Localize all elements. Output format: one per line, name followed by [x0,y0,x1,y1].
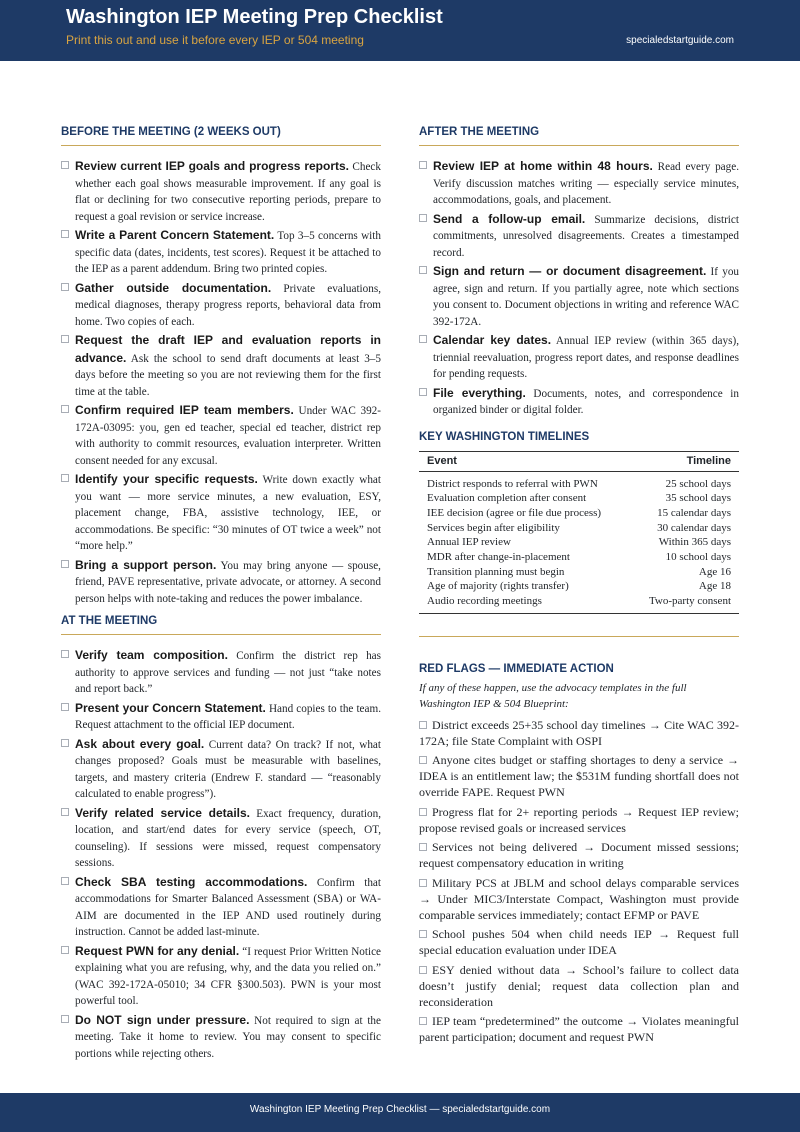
checklist-item [419,385,739,419]
page-subtitle: Print this out and use it before every IEP or 504 meeting [66,33,364,47]
item-body: Under WAC 392-172A-03095: you, gen ed teacher, special ed teacher, district rep with authority to commit resources, evaluation interpreter. Written consent needed for any excusal. [75,405,381,467]
red-flags-section [419,663,739,1046]
red-flags-list [419,717,739,1046]
table-row [419,491,739,506]
checklist-item [61,700,381,734]
item-body: Current data? On track? If not, what changes proposed? Goals must be measurable with baselines, targets, and mastery criteria (Endrew F. standard — “reasonably calculated to enable progress”). [75,738,382,800]
item-title: Gather outside documentation. [75,280,272,295]
checkbox-icon[interactable] [419,335,427,343]
checklist-item [61,402,381,469]
checkbox-icon[interactable] [61,335,69,343]
checklist [419,158,739,419]
checkbox-icon[interactable] [419,879,427,887]
item-title: File everything. [433,385,526,400]
table-body [419,471,739,613]
item-body: Hand copies to the team. Request attachment to the official IEP document. [75,702,381,731]
checklist [61,647,381,1062]
checklist-item [419,263,739,330]
checklist-item [419,211,739,262]
checklist [61,158,381,607]
checkbox-icon[interactable] [61,739,69,747]
right-column [419,126,739,1049]
item-title: Ask about every goal. [75,736,205,751]
checklist-item [61,280,381,331]
red-flag-item [419,839,739,871]
red-flag-text: Military PCS at JBLM and school delays comparable services → Under MIC3/Interstate Compact, Washington must provide comparable services immediately; contact EFMP or PAVE [419,875,739,922]
red-flag-text: Progress flat for 2+ reporting periods → Request IEP review; propose revised goals or increased services [419,804,739,835]
checkbox-icon[interactable] [419,930,427,938]
timeline-cell: 15 calendar days [657,506,731,519]
checklist-item [61,647,381,698]
item-title: Sign and return — or document disagreement. [433,264,707,278]
table-row [419,594,739,613]
checkbox-icon[interactable] [419,214,427,222]
checklist-item [61,227,381,278]
at-section [61,615,381,1062]
item-body: You may bring anyone — spouse, friend, PAVE representative, private advocate, or attorney. A second person helps with note-taking and reduces the power imbalance. [75,559,381,605]
section-heading: RED FLAGS — IMMEDIATE ACTION [419,662,614,675]
item-body: Confirm that accommodations for Smarter Balanced Assessment (SBA) or WA-AIM are documented in the IEP AND used routinely during instruction. Cannot be added last-minute. [75,876,381,938]
checkbox-icon[interactable] [61,808,69,816]
table-header-event: Event [419,451,630,471]
site-name: specialedstartguide.com [626,35,734,46]
item-title: Confirm required IEP team members. [75,403,294,417]
event-cell: Audio recording meetings [419,594,630,613]
checkbox-icon[interactable] [419,843,427,851]
timeline-cell: 30 calendar days [657,521,731,534]
section-divider [61,145,381,146]
table-row [419,471,739,491]
item-body: Top 3–5 concerns with specific data (dates, incidents, test scores). Request it be attached to the IEP as a parent addendum. Bring two printed copies. [75,230,381,275]
checkbox-icon[interactable] [419,161,427,169]
item-body: “I request Prior Written Notice explaining what you are refusing, why, and the data you relied on.” (WAC 392-172A-05010; 34 CFR §300.503). PWN is your most powerful tool. [75,945,382,1007]
checkbox-icon[interactable] [61,946,69,954]
page-title: Washington IEP Meeting Prep Checklist [66,6,443,28]
event-cell: Annual IEP review [427,536,511,549]
page-header [0,0,800,61]
item-body: Write down exactly what you want — more service minutes, a new evaluation, ESY, placement change, FBA, assistive technology, IEE, or accommodations. Be specific: “30 minutes of OT twice a week” not “more help.” [75,474,381,552]
item-body: Documents, notes, and correspondence in organized binder or digital folder. [433,387,740,416]
red-flag-item [419,717,739,749]
section-heading: AT THE MEETING [61,615,158,627]
checkbox-icon[interactable] [419,1017,427,1025]
red-flag-item [419,875,739,923]
table-row [419,579,739,594]
after-section [419,126,739,419]
checklist-item [419,332,739,383]
checklist-item [61,736,381,803]
page-footer [0,1093,800,1132]
timeline-cell: Age 18 [698,580,731,593]
red-flag-text: School pushes 504 when child needs IEP → Request full special education evaluation under IDEA [419,927,739,958]
checkbox-icon[interactable] [419,721,427,729]
checklist-item [61,874,381,941]
checklist-item [61,943,381,1010]
section-divider [61,634,381,635]
event-cell: Transition planning must begin [427,565,565,578]
item-title: Send a follow-up email. [433,211,586,226]
item-body: Annual IEP review (within 365 days), triennial reevaluation, progress report dates, and response deadlines for pending requests. [433,335,739,380]
checkbox-icon[interactable] [419,266,427,274]
checklist-item [61,158,381,225]
checkbox-icon[interactable] [61,877,69,885]
left-column [61,126,381,1064]
table-row [419,506,739,521]
red-flag-item [419,962,739,1010]
event-cell: District responds to referral with PWN [427,477,598,490]
item-body: Check whether each goal shows measurable improvement. If any goal is flat or declining for two consecutive reporting periods, prepare to request a goal revision or service increase. [75,161,381,223]
item-body: Exact frequency, duration, location, and start/end dates for every service (speech, OT, counseling). If sessions were missed, request compensatory sessions. [75,807,382,869]
timeline-cell: 35 school days [665,492,731,505]
footer-text: Washington IEP Meeting Prep Checklist — specialedstartguide.com [249,1104,551,1115]
event-cell: MDR after change-in-placement [427,551,570,564]
checkbox-icon[interactable] [61,474,69,482]
section-heading: KEY WASHINGTON TIMELINES [419,430,590,443]
item-title: Bring a support person. [75,557,217,572]
item-body: Confirm the district rep has authority to approve services and funding — not just “take notes and report back.” [75,650,381,695]
section-heading: AFTER THE MEETING [419,126,540,138]
item-title: Do NOT sign under pressure. [75,1012,250,1027]
checkbox-icon[interactable] [61,560,69,568]
event-cell: Services begin after eligibility [427,521,560,534]
timeline-cell: 10 school days [665,551,731,564]
checkbox-icon[interactable] [61,230,69,238]
checkbox-icon[interactable] [419,808,427,816]
checkbox-icon[interactable] [61,161,69,169]
timelines-section [419,431,739,614]
item-body: Private evaluations, medical diagnoses, therapy progress reports, behavioral data from home. Two copies of each. [75,282,381,328]
event-cell: Age of majority (rights transfer) [427,580,569,593]
table-row [419,550,739,565]
item-title: Review IEP at home within 48 hours. [433,159,653,173]
timeline-cell: 25 school days [665,477,731,490]
before-section [61,126,381,607]
item-body: Read every page. Verify discussion matches writing — especially service minutes, accommodations, goals, and placement. [433,161,739,206]
item-title: Write a Parent Concern Statement. [75,228,275,242]
item-title: Request PWN for any denial. [75,943,240,958]
timelines-table [419,451,739,614]
item-body: Not required to sign at the meeting. Take it home to review. You may consent to specific portions while rejecting others. [75,1014,381,1060]
red-flag-item [419,804,739,836]
item-title: Review current IEP goals and progress reports. [75,159,350,173]
checklist-item [61,332,381,400]
checkbox-icon[interactable] [61,650,69,658]
table-header-timeline: Timeline [630,451,739,471]
red-flag-text: Services not being delivered → Document missed sessions; request compensatory education in writing [419,840,739,871]
red-flag-text: Anyone cites budget or staffing shortages to deny a service → IDEA is an entitlement law; the $531M funding shortfall does not override FAPE. Request PWN [419,753,739,800]
checklist-item [61,805,381,872]
section-heading: BEFORE THE MEETING (2 WEEKS OUT) [61,126,281,138]
item-title: Check SBA testing accommodations. [75,874,308,889]
item-title: Verify related service details. [75,805,251,820]
section-divider [419,145,739,146]
checkbox-icon[interactable] [419,756,427,764]
table-row [419,565,739,580]
table-row [419,521,739,536]
red-flags-intro: If any of these happen, use the advocacy templates in the full Washington IEP & 504 Blueprint: [419,681,687,710]
checkbox-icon[interactable] [61,703,69,711]
red-flag-text: IEP team “predetermined” the outcome → Violates meaningful parent participation; document and request PWN [419,1014,739,1045]
checkbox-icon[interactable] [419,966,427,974]
item-title: Request the draft IEP and evaluation reports in advance. [75,333,381,365]
item-title: Present your Concern Statement. [75,700,266,715]
event-cell: IEE decision (agree or file due process) [427,506,602,519]
checklist-item [61,471,381,555]
red-flag-item [419,1013,739,1045]
checkbox-icon[interactable] [419,388,427,396]
timeline-cell: Within 365 days [658,536,731,549]
red-flag-text: District exceeds 25+35 school day timelines → Cite WAC 392-172A; file State Complaint with OSPI [419,717,739,748]
timeline-cell: Two-party consent [630,594,739,613]
checklist-item [61,557,381,608]
checkbox-icon[interactable] [61,283,69,291]
item-title: Calendar key dates. [433,333,552,347]
event-cell: Evaluation completion after consent [427,492,587,505]
red-flag-item [419,752,739,800]
item-body: Ask the school to send draft documents at least 3–5 days before the meeting so you are not reviewing them for the first time at the table. [75,352,381,398]
red-flag-item [419,926,739,958]
timeline-cell: Age 16 [698,565,731,578]
red-flag-text: ESY denied without data → School’s failure to collect data doesn’t justify denial; request data collection plan and reconsideration [419,962,739,1009]
item-title: Identify your specific requests. [75,472,258,486]
table-row [419,535,739,550]
item-body: If you agree, sign and return. If you partially agree, note which sections you consent to. Document objections in writing and reference WAC 392-172A. [433,266,740,328]
checkbox-icon[interactable] [61,1015,69,1023]
checklist-item [61,1012,381,1063]
checkbox-icon[interactable] [61,405,69,413]
item-body: Summarize decisions, district commitments, unresolved disagreements. Creates a timestamped record. [433,213,739,259]
item-title: Verify team composition. [75,648,228,662]
checklist-item [419,158,739,209]
section-divider [419,636,739,637]
